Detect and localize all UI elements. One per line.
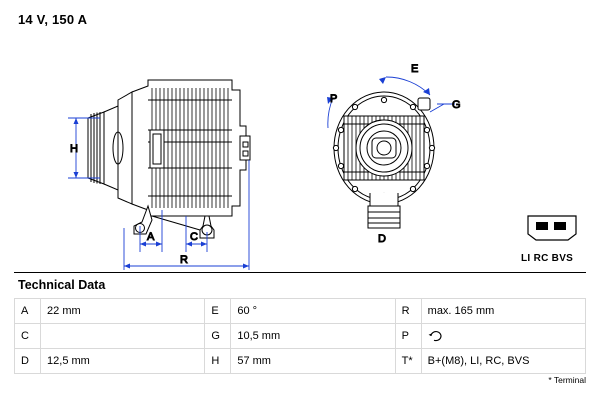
rotation-icon <box>428 329 444 343</box>
cell-key: G <box>205 324 231 349</box>
label-G: G <box>452 99 461 111</box>
cell-key: C <box>15 324 41 349</box>
cell-key: T* <box>395 349 421 374</box>
table-row <box>15 324 586 349</box>
cell-key: P <box>395 324 421 349</box>
table-row <box>15 299 586 324</box>
technical-data-heading: Technical Data <box>18 278 106 292</box>
table-row <box>15 349 586 374</box>
cell-value-rotation <box>421 324 585 349</box>
cell-value: 57 mm <box>231 349 395 374</box>
cell-value: max. 165 mm <box>421 299 585 324</box>
label-D: D <box>378 233 386 245</box>
cell-value <box>41 324 205 349</box>
technical-data-table <box>14 298 586 374</box>
cell-key: E <box>205 299 231 324</box>
connector-illustration <box>524 208 580 248</box>
cell-key: D <box>15 349 41 374</box>
alternator-drawings <box>0 30 600 270</box>
label-A: A <box>147 231 155 243</box>
section-divider <box>14 272 586 273</box>
table-footnote: * Terminal <box>548 375 586 385</box>
cell-key: R <box>395 299 421 324</box>
page-title: 14 V, 150 A <box>18 12 88 27</box>
connector-label: LI RC BVS <box>521 253 574 264</box>
label-R: R <box>180 254 188 266</box>
cell-value: 10,5 mm <box>231 324 395 349</box>
product-drawing <box>0 30 600 270</box>
cell-value: B+(M8), LI, RC, BVS <box>421 349 585 374</box>
cell-key: H <box>205 349 231 374</box>
label-C: C <box>190 231 198 243</box>
cell-key: A <box>15 299 41 324</box>
label-E: E <box>411 63 419 75</box>
side-view-drawing <box>88 80 250 238</box>
cell-value: 22 mm <box>41 299 205 324</box>
label-P: P <box>330 93 338 105</box>
label-H: H <box>70 143 78 155</box>
cell-value: 12,5 mm <box>41 349 205 374</box>
front-view-drawing <box>333 92 434 228</box>
cell-value: 60 ° <box>231 299 395 324</box>
